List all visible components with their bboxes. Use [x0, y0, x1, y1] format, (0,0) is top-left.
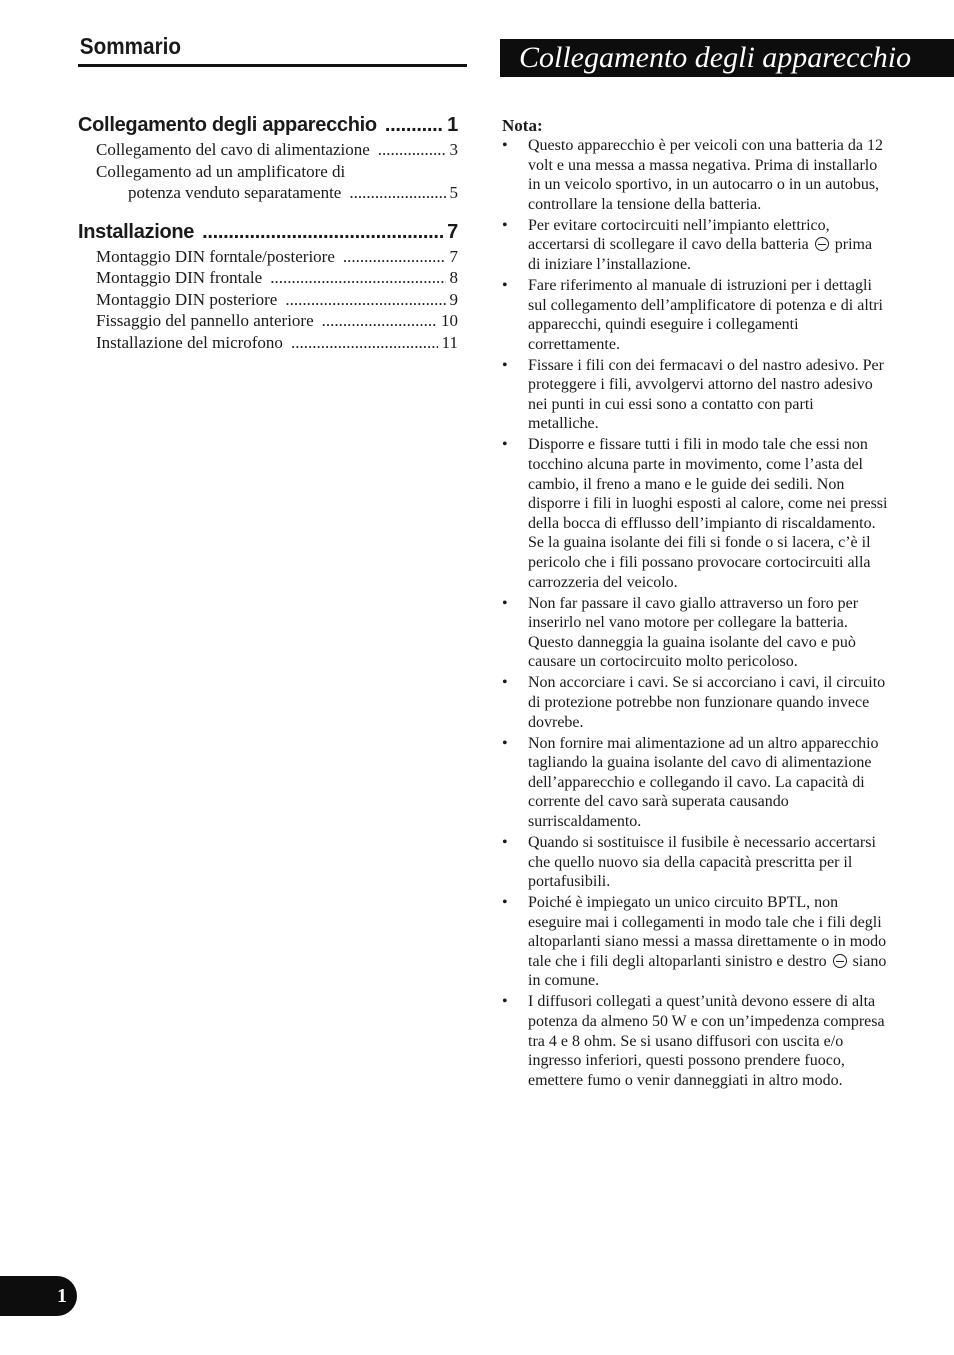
note-item	[502, 734, 888, 832]
note-label: Nota:	[502, 116, 543, 135]
toc-leader-dots	[385, 111, 443, 139]
table-of-contents	[78, 30, 467, 353]
bullet: •	[502, 216, 508, 234]
toc-entry-page: 11	[441, 332, 458, 352]
toc-entry-page: 3	[449, 140, 458, 159]
note-text: Non fornire mai alimentazione ad un altro apparecchio tagliando la guaina isolante del cavo di alimentazione dell’apparecchio e collegando il cavo. La capacità di corrente del cavo sarà superata causando surriscaldamento.	[528, 734, 879, 830]
toc-entry-page: 5	[449, 183, 458, 202]
bullet: •	[502, 137, 508, 154]
toc-leader-dots	[322, 310, 437, 332]
note-text: siano in comune.	[528, 952, 887, 990]
note-item	[502, 673, 888, 732]
note-item	[502, 833, 888, 892]
note-item	[502, 992, 888, 1090]
toc-entry-label: Fissaggio del pannello anteriore	[96, 311, 314, 330]
bullet: •	[502, 276, 508, 294]
note-text: Fissare i fili con dei fermacavi o del nastro adesivo. Per proteggere i fili, avvolgervi attorno del nastro adesivo nei punti in cui essi sono a contatto con parti metalliche.	[528, 356, 884, 433]
toc-heading-link[interactable]	[78, 111, 458, 139]
toc-heading-page: 1	[447, 114, 458, 136]
note-text: Fare riferimento al manuale di istruzioni per i dettagli sul collegamento dell’amplificatore di potenza e di altri apparecchi, quindi eseguire i collegamenti correttamente.	[528, 276, 883, 353]
note-text: Questo apparecchio è per veicoli con una batteria da 12 volt e una messa a massa negativa. Prima di installarlo in un veicolo sportivo, in un autocarro o in un autobus, controllare la tensione della batteria.	[528, 137, 883, 213]
toc-entry[interactable]	[78, 267, 458, 289]
toc-entry-page: 8	[449, 268, 458, 287]
toc-entry[interactable]	[78, 289, 458, 311]
toc-title: Sommario	[79, 33, 182, 59]
bullet: •	[502, 674, 508, 692]
bullet: •	[502, 436, 508, 454]
toc-entry-page: 9	[449, 289, 458, 309]
toc-leader-dots	[343, 246, 446, 268]
toc-section-collegamento	[78, 111, 467, 204]
toc-heading-label: Installazione	[78, 220, 195, 243]
note-text: Poiché è impiegato un unico circuito BPTL, non eseguire mai i collegamenti in modo tale che i fili degli altoparlanti siano messi a massa direttamente o in modo tale che i fili degli altoparlanti sinistro e destro	[528, 894, 887, 970]
toc-entry-page: 10	[441, 311, 458, 330]
toc-leader-dots	[349, 182, 445, 204]
note-item	[502, 893, 888, 991]
toc-entry-label: potenza venduto separatamente	[128, 183, 342, 202]
note-text: Quando si sostituisce il fusibile è necessario accertarsi che quello nuovo sia della capacità prescritta per il portafusibili.	[528, 833, 876, 891]
toc-entry[interactable]	[78, 332, 458, 354]
toc-entry[interactable]	[78, 139, 458, 161]
toc-section-installazione	[78, 218, 467, 354]
toc-leader-dots	[378, 139, 446, 161]
negative-terminal-icon	[815, 237, 829, 251]
note-text: Non accorciare i cavi. Se si accorciano i cavi, il circuito di protezione potrebbe non funzionare quando invece dovrebe.	[528, 674, 886, 731]
note-item	[502, 136, 888, 214]
toc-leader-dots	[291, 332, 438, 354]
bullet: •	[502, 356, 508, 374]
toc-entry-label: Collegamento ad un amplificatore di	[96, 161, 346, 181]
toc-entry[interactable]	[78, 310, 458, 332]
note-item	[502, 594, 888, 672]
note-list	[502, 136, 888, 1090]
note-item	[502, 216, 888, 275]
section-banner: Collegamento degli apparecchio	[500, 39, 954, 77]
notes-column	[502, 116, 888, 1092]
toc-heading-link[interactable]	[78, 218, 458, 246]
page-number: 1	[57, 1284, 67, 1307]
bullet: •	[502, 734, 508, 752]
note-item	[502, 435, 888, 592]
note-item	[502, 276, 888, 354]
toc-heading-page: 7	[447, 220, 458, 243]
note-text: prima di iniziare l’installazione.	[528, 236, 873, 273]
note-text: Non far passare il cavo giallo attraverso un foro per inserirlo nel vano motore per collegare la batteria. Questo danneggia la guaina isolante del cavo e può causare un cortocircuito molto pericoloso.	[528, 594, 859, 671]
toc-leader-dots	[270, 267, 445, 289]
toc-leader-dots	[285, 289, 445, 311]
toc-entry-label: Montaggio DIN forntale/posteriore	[96, 246, 335, 266]
toc-entry[interactable]	[78, 161, 458, 183]
bullet: •	[502, 894, 508, 912]
toc-heading-label: Collegamento degli apparecchio	[78, 114, 377, 136]
note-text: I diffusori collegati a quest’unità devono essere di alta potenza da almeno 50 W e con un’impedenza compresa tra 4 e 8 ohm. Se si usano diffusori con uscita e/o ingresso inferiori, questi possono prendere fuoco, emettere fumo o venir danneggiati in altro modo.	[528, 993, 885, 1089]
toc-title-rule	[78, 64, 467, 67]
bullet: •	[502, 993, 508, 1011]
toc-entry-label: Collegamento del cavo di alimentazione	[96, 140, 370, 159]
bullet: •	[502, 833, 508, 851]
toc-entry-label: Montaggio DIN posteriore	[96, 289, 278, 309]
negative-terminal-icon	[833, 954, 847, 968]
note-text: Per evitare cortocircuiti nell’impianto elettrico, accertarsi di scollegare il cavo della batteria	[528, 216, 830, 254]
note-item	[502, 356, 888, 434]
toc-entry-label: Installazione del microfono	[96, 332, 283, 352]
page-number-tab	[0, 1276, 77, 1316]
toc-leader-dots	[202, 218, 443, 246]
toc-entry-continuation[interactable]	[78, 182, 458, 204]
note-text: Disporre e fissare tutti i fili in modo tale che essi non tocchino alcuna parte in movimento, come l’asta del cambio, il freno a mano e le guide dei sedili. Non disporre i fili in luoghi esposti al calore, come nei pressi della bocca di efflusso dell’impianto di riscaldamento. Se la guaina isolante dei fili si fonde o si lacera, c’è il pericolo che i fili possano provocare cortocircuiti alla carrozzeria del veicolo.	[528, 436, 888, 591]
toc-entry-page: 7	[449, 246, 458, 266]
bullet: •	[502, 594, 508, 612]
toc-entry-label: Montaggio DIN frontale	[96, 268, 263, 287]
toc-entry[interactable]	[78, 246, 458, 268]
